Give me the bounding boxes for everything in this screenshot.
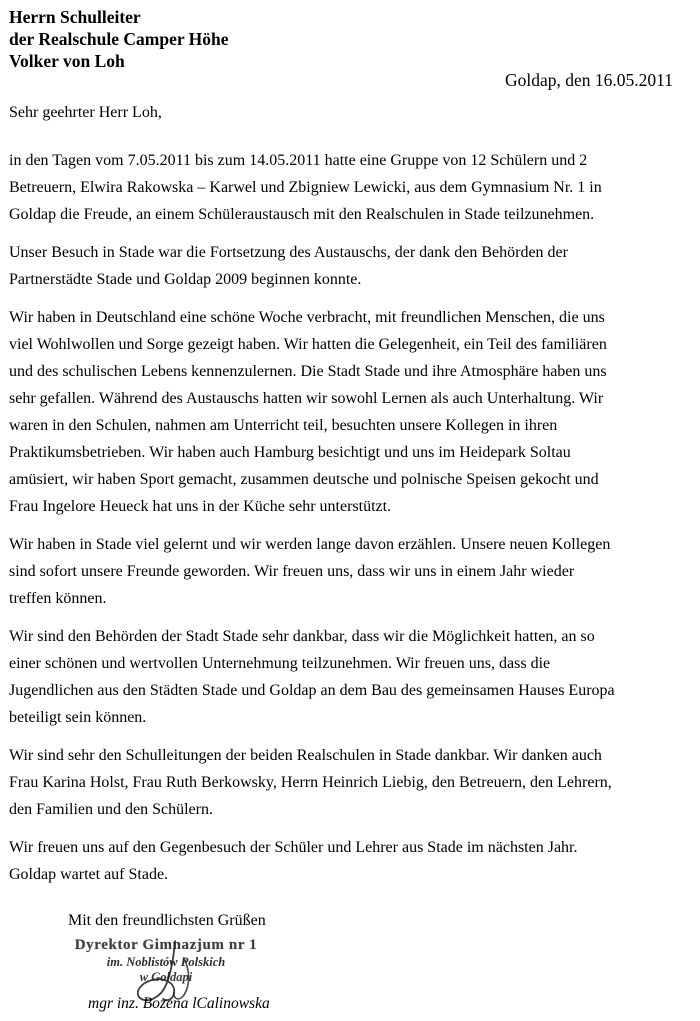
body-line: und des schulischen Lebens kennenzulernen. Die Stadt Stade und ihre Atmosphäre haben uns	[9, 363, 607, 380]
body-line: Frau Karina Holst, Frau Ruth Berkowsky, Herrn Heinrich Liebig, den Betreuern, den Lehrern,	[9, 774, 612, 791]
body-line: Praktikumsbetrieben. Wir haben auch Hamburg besichtigt und uns im Heidepark Soltau	[9, 444, 571, 461]
body-line: sind sofort unsere Freunde geworden. Wir freuen uns, dass wir uns in einem Jahr wieder	[9, 563, 575, 580]
body-line: den Familien und den Schülern.	[9, 801, 213, 818]
body-line: Wir sind den Behörden der Stadt Stade sehr dankbar, dass wir die Möglichkeit hatten, an so	[9, 628, 595, 645]
body-paragraph	[9, 742, 689, 823]
recipient-line: Volker von Loh	[9, 51, 125, 71]
body-line: Jugendlichen aus den Städten Stade und Goldap an dem Bau des gemeinsamen Hauses Europa	[9, 682, 615, 699]
body-line: Wir freuen uns auf den Gegenbesuch der Schüler und Lehrer aus Stade im nächsten Jahr.	[9, 839, 578, 856]
body-paragraph	[9, 531, 689, 612]
body-line: viel Wohlwollen und Sorge gezeigt haben. Wir hatten die Gelegenheit, ein Teil des familiären	[9, 336, 607, 353]
stamp-line-1: Dyrektor Gimnazjum nr 1	[74, 937, 258, 953]
body-line: sehr gefallen. Während des Austauschs hatten wir sowohl Lernen als auch Unterhaltung. Wir	[9, 390, 604, 407]
letter-body	[9, 147, 689, 899]
body-paragraph	[9, 239, 689, 293]
recipient-line: der Realschule Camper Höhe	[9, 29, 229, 49]
date-line: Goldap, den 16.05.2011	[504, 70, 673, 90]
body-line: beteiligt sein können.	[9, 709, 147, 726]
stamp-line-2: im. Noblistów Polskich	[106, 955, 226, 969]
body-line: einer schönen und wertvollen Unternehmung teilzunehmen. Wir freuen uns, dass die	[9, 655, 551, 672]
recipient-line: Herrn Schulleiter	[9, 7, 141, 27]
body-line: Wir haben in Stade viel gelernt und wir werden lange davon erzählen. Unsere neuen Kollegen	[9, 536, 611, 553]
body-line: Goldap die Freude, an einem Schüleraustausch mit den Realschulen in Stade teilzunehmen.	[9, 206, 595, 223]
body-line: in den Tagen vom 7.05.2011 bis zum 14.05.2011 hatte eine Gruppe von 12 Schülern und 2	[9, 152, 588, 169]
body-line: Wir haben in Deutschland eine schöne Woche verbracht, mit freundlichen Menschen, die uns	[9, 309, 605, 326]
body-line: Frau Ingelore Heueck hat uns in der Küche sehr unterstützt.	[9, 498, 392, 515]
body-paragraph	[9, 304, 689, 520]
closing-line: Mit den freundlichsten Grüßen	[68, 912, 266, 929]
recipient-block	[9, 6, 229, 72]
stamp-line-3: w Gołdapi	[139, 970, 193, 984]
body-line: amüsiert, wir haben Sport gemacht, zusammen deutsche und polnische Speisen gekocht und	[9, 471, 599, 488]
signature-name: mgr inz. Bozena lCalinowska	[88, 995, 270, 1012]
body-line: Betreuern, Elwira Rakowska – Karwel und Zbigniew Lewicki, aus dem Gymnasium Nr. 1 in	[9, 179, 602, 196]
body-line: waren in den Schulen, nahmen am Unterricht teil, besuchten unsere Kollegen in ihren	[9, 417, 558, 434]
body-line: Goldap wartet auf Stade.	[9, 866, 169, 883]
salutation: Sehr geehrter Herr Loh,	[9, 104, 162, 121]
body-paragraph	[9, 623, 689, 731]
body-paragraph	[9, 147, 689, 228]
body-line: Unser Besuch in Stade war die Fortsetzung des Austauschs, der dank den Behörden der	[9, 244, 568, 261]
body-line: Wir sind sehr den Schulleitungen der beiden Realschulen in Stade dankbar. Wir danken auch	[9, 747, 602, 764]
body-paragraph	[9, 834, 689, 888]
body-line: treffen können.	[9, 590, 107, 607]
body-line: Partnerstädte Stade und Goldap 2009 beginnen konnte.	[9, 271, 362, 288]
